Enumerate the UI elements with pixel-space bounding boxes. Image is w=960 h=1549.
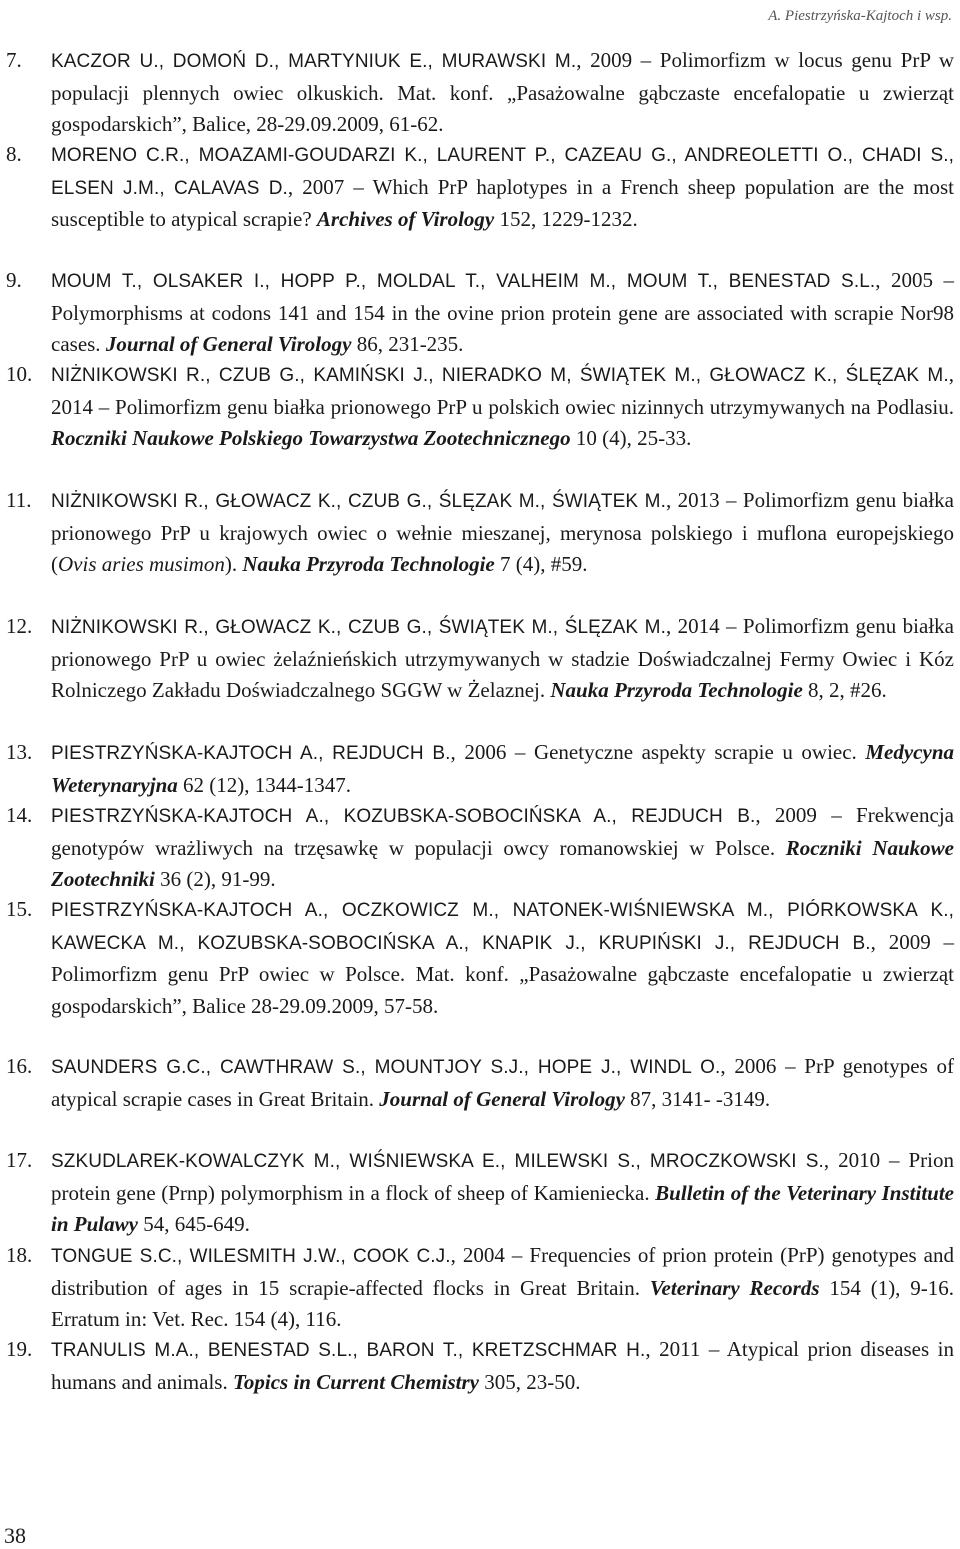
reference-tail: 62 (12), 1344-1347. <box>177 772 352 797</box>
reference-number: 8. <box>6 142 22 166</box>
reference-body <box>51 737 954 801</box>
reference-tail: 7 (4), #59. <box>494 552 588 576</box>
reference-number: 16. <box>6 1054 33 1078</box>
reference-body <box>51 894 954 1022</box>
reference-number: 15. <box>6 897 33 921</box>
reference-item <box>0 1240 960 1336</box>
reference-body <box>51 1051 954 1115</box>
reference-item <box>0 485 960 581</box>
reference-number: 17. <box>6 1148 33 1172</box>
reference-item <box>0 139 960 236</box>
reference-journal: Veterinary Records <box>649 1275 820 1300</box>
reference-body <box>51 611 954 707</box>
reference-journal: Roczniki Naukowe Zootechniki <box>51 835 954 891</box>
reference-tail: 54, 645-649. <box>137 1212 250 1236</box>
reference-number: 12. <box>6 614 33 638</box>
reference-text: , 2006 – Genetyczne aspekty scrapie u owiec. <box>450 740 866 764</box>
reference-number: 7. <box>6 48 22 72</box>
reference-tail: 10 (4), 25-33. <box>570 426 692 450</box>
reference-item <box>0 359 960 455</box>
reference-body <box>51 139 954 236</box>
reference-item <box>0 611 960 707</box>
reference-authors: PIESTRZYŃSKA-KAJTOCH A., REJDUCH B. <box>51 743 451 764</box>
reference-item <box>0 1051 960 1115</box>
reference-journal: Journal of General Virology <box>379 1086 625 1111</box>
reference-text: , 2009 – Polimorfizm w locus genu PrP w populacji plennych owiec olkuskich. Mat. konf. „Pasażowalne gąbczaste encefalopatie u zwierząt gospodarskich”, Balice, 28-29.09.2009, 61-62. <box>51 48 954 136</box>
reference-text: , 2011 – Atypical prion diseases in humans and animals. <box>51 1337 954 1394</box>
reference-body <box>51 1334 954 1398</box>
reference-body <box>51 265 954 361</box>
reference-body <box>51 1240 954 1336</box>
reference-journal: Roczniki Naukowe Polskiego Towarzystwa Zootechnicznego <box>51 426 571 450</box>
reference-text: , 2013 – Polimorfizm genu białka prionowego PrP u krajowych owiec o wełnie mieszanej, merynosa polskiego i muflona europejskiego ( <box>51 488 954 576</box>
reference-text: , 2009 – Polimorfizm genu PrP owiec w Polsce. Mat. konf. „Pasażowalne gąbczaste encefalopatie u zwierząt gospodarskich”, Balice 28-29.09.2009, 57-58. <box>51 929 954 1018</box>
reference-journal: Topics in Current Chemistry <box>232 1369 480 1394</box>
reference-authors: TONGUE S.C., WILESMITH J.W., COOK C.J. <box>51 1246 451 1267</box>
reference-authors: PIESTRZYŃSKA-KAJTOCH A., KOZUBSKA-SOBOCIŃSKA A., REJDUCH B. <box>51 806 756 827</box>
reference-text: , 2014 – Polimorfizm genu białka prionowego PrP u owiec żelaźnieńskich utrzymywanych w stadzie Doświadczalnej Fermy Owiec i Kóz Rolniczego Zakładu Doświadczalnego SGGW w Żelaznej. <box>51 614 954 702</box>
reference-authors: MOUM T., OLSAKER I., HOPP P., MOLDAL T., VALHEIM M., MOUM T., BENESTAD S.L. <box>51 271 876 292</box>
reference-authors: TRANULIS M.A., BENESTAD S.L., BARON T., KRETZSCHMAR H. <box>51 1340 646 1361</box>
reference-tail: 87, 3141- -3149. <box>624 1086 771 1111</box>
reference-authors: KACZOR U., DOMOŃ D., MARTYNIUK E., MURAWSKI M. <box>51 51 577 72</box>
reference-tail: 8, 2, #26. <box>802 678 887 702</box>
reference-text: , 2014 – Polimorfizm genu białka prionowego PrP u polskich owiec nizinnych utrzymywanych na Podlasiu. <box>51 362 954 419</box>
reference-item <box>0 800 960 896</box>
reference-authors: PIESTRZYŃSKA-KAJTOCH A., OCZKOWICZ M., NATONEK-WIŚNIEWSKA M., PIÓRKOWSKA K., KAWECKA M., KOZUBSKA-SOBOCIŃSKA A., KNAPIK J., KRUPIŃSKI J., REJDUCH B. <box>51 900 954 954</box>
reference-number: 14. <box>6 803 33 827</box>
reference-authors: SAUNDERS G.C., CAWTHRAW S., MOUNTJOY S.J., HOPE J., WINDL O. <box>51 1057 721 1078</box>
reference-tail: 86, 231-235. <box>351 332 464 356</box>
reference-authors: NIŻNIKOWSKI R., GŁOWACZ K., CZUB G., ŚLĘZAK M., ŚWIĄTEK M. <box>51 491 666 512</box>
reference-text-2: ). <box>224 552 243 576</box>
reference-body <box>51 485 954 581</box>
reference-item <box>0 1334 960 1398</box>
running-head: A. Piestrzyńska-Kajtoch i wsp. <box>768 8 952 24</box>
reference-authors: NIŻNIKOWSKI R., CZUB G., KAMIŃSKI J., NIERADKO M, ŚWIĄTEK M., GŁOWACZ K., ŚLĘZAK M. <box>51 365 949 386</box>
reference-text: , 2010 – Prion protein gene (Prnp) polymorphism in a flock of sheep of Kamieniecka. <box>51 1148 954 1205</box>
reference-journal: Nauka Przyroda Technologie <box>550 678 803 702</box>
reference-authors: NIŻNIKOWSKI R., GŁOWACZ K., CZUB G., ŚWIĄTEK M., ŚLĘZAK M. <box>51 617 666 638</box>
reference-item <box>0 1145 960 1241</box>
reference-text: , 2007 – Which PrP haplotypes in a French sheep population are the most susceptible to atypical scrapie? <box>51 174 954 231</box>
reference-tail: 36 (2), 91-99. <box>154 867 276 891</box>
reference-species: Ovis aries musimon <box>58 552 225 576</box>
reference-body <box>51 1145 954 1241</box>
reference-item <box>0 894 960 1022</box>
reference-number: 9. <box>6 268 22 292</box>
reference-item <box>0 45 960 141</box>
reference-journal: Archives of Virology <box>316 207 495 231</box>
reference-text: , 2005 – Polymorphisms at codons 141 and 154 in the ovine prion protein gene are associated with scrapie Nor98 cases. <box>51 268 955 356</box>
reference-number: 18. <box>6 1243 33 1267</box>
reference-journal: Bulletin of the Veterinary Institute in Pulawy <box>51 1180 954 1236</box>
reference-journal: Medycyna Weterynaryjna <box>51 740 954 797</box>
reference-body <box>51 45 954 141</box>
reference-authors: MORENO C.R., MOAZAMI-GOUDARZI K., LAURENT P., CAZEAU G., ANDREOLETTI O., CHADI S., ELSEN J.M., CALAVAS D. <box>51 145 954 199</box>
reference-tail: 152, 1229-1232. <box>494 207 638 231</box>
reference-tail: 305, 23-50. <box>479 1369 581 1394</box>
page-number: 38 <box>4 1523 26 1548</box>
reference-journal: Nauka Przyroda Technologie <box>242 552 495 576</box>
reference-number: 13. <box>6 740 33 764</box>
reference-text: , 2006 – PrP genotypes of atypical scrapie cases in Great Britain. <box>51 1054 954 1111</box>
reference-number: 19. <box>6 1337 33 1361</box>
reference-journal: Journal of General Virology <box>105 332 352 356</box>
reference-text: , 2009 – Frekwencja genotypów wrażliwych na trzęsawkę w populacji owcy romanowskiej w Polsce. <box>51 803 954 860</box>
reference-body <box>51 800 954 896</box>
reference-item <box>0 737 960 801</box>
reference-authors: SZKUDLAREK-KOWALCZYK M., WIŚNIEWSKA E., MILEWSKI S., MROCZKOWSKI S. <box>51 1151 824 1172</box>
reference-number: 10. <box>6 362 33 386</box>
reference-number: 11. <box>6 488 32 512</box>
reference-item <box>0 265 960 361</box>
reference-text: , 2004 – Frequencies of prion protein (PrP) genotypes and distribution of ages in 15 scrapie-affected flocks in Great Britain. <box>51 1243 954 1300</box>
reference-tail: 154 (1), 9-16. Erratum in: Vet. Rec. 154 (4), 116. <box>51 1275 955 1331</box>
reference-body <box>51 359 954 455</box>
